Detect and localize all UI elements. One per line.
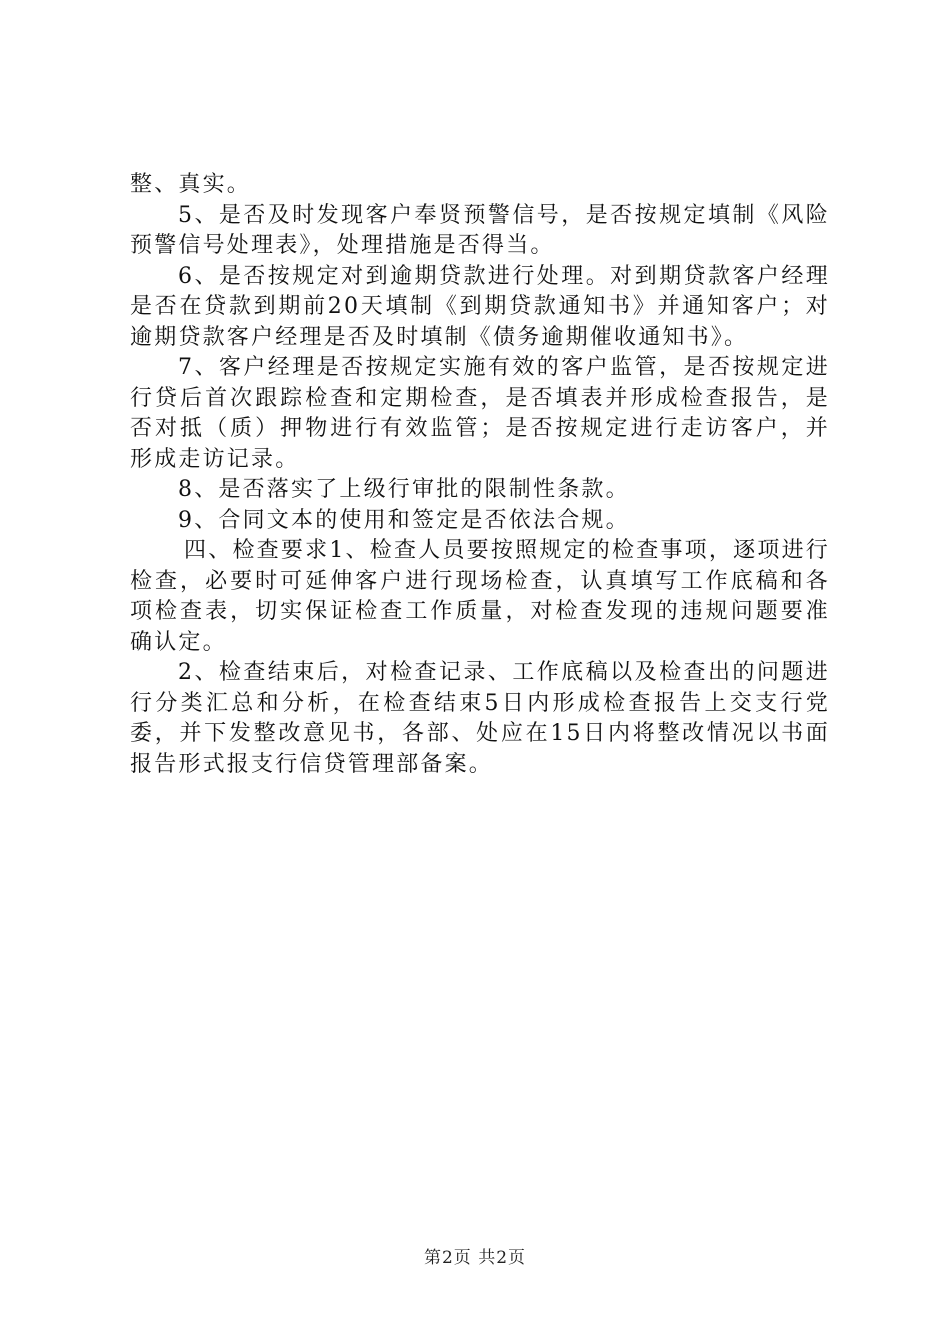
paragraph-item-9: 9、合同文本的使用和签定是否依法合规。 [178, 507, 630, 533]
paragraph-item-6: 6、是否按规定对到逾期贷款进行处理。对到期贷款客户经理是否在贷款到期前20天填制《到期贷款通知书》并通知客户；对逾期贷款客户经理是否及时填制《债务逾期催收通知书》。 [130, 263, 830, 350]
paragraph-section-4: 四、检查要求1、检查人员要按照规定的检查事项，逐项进行检查，必要时可延伸客户进行现场检查，认真填写工作底稿和各项检查表，切实保证检查工作质量，对检查发现的违规问题要准确认定。 [130, 538, 830, 655]
paragraph-requirement-2: 2、检查结束后，对检查记录、工作底稿以及检查出的问题进行分类汇总和分析，在检查结束5日内形成检查报告上交支行党委，并下发整改意见书，各部、处应在15日内将整改情况以书面报告形式报支行信贷管理部备案。 [130, 660, 830, 777]
paragraph-item-5: 5、是否及时发现客户奉贤预警信号，是否按规定填制《风险预警信号处理表》，处理措施是否得当。 [130, 202, 830, 258]
document-body [130, 170, 830, 780]
paragraph-continuation: 整、真实。 [130, 172, 252, 197]
paragraph-item-8: 8、是否落实了上级行审批的限制性条款。 [178, 477, 630, 502]
page-number-footer: 第2页 共2页 [423, 1248, 527, 1268]
paragraph-item-7: 7、客户经理是否按规定实施有效的客户监管，是否按规定进行贷后首次跟踪检查和定期检查，是否填表并形成检查报告，是否对抵（质）押物进行有效监管；是否按规定进行走访客户，并形成走访记录。 [130, 355, 830, 472]
